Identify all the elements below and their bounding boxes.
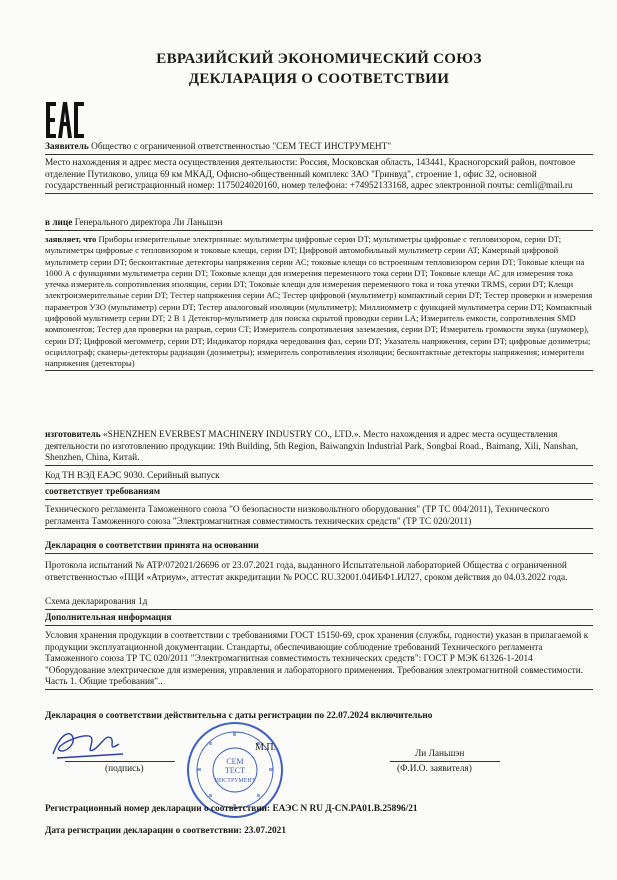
declares-value: Приборы измерительные электронные: мультиметры цифровые серии DT; мультиметры цифровые с тепловизором, серии DT; мультиметры цифровые с тепловизором и токовые клещи, серии DT; Цифровой автомобильный мультиметр серии AT; Камерный цифровой мультиметр серии DT; бесконтактные детекторы напряжения серии АС; токовые клещи со встроенным тепловизором серии DT; Токовые клещи на 1000 А с функциями мультиметра серии DT; Токовые клещи для измерения переменного тока серии DT; Токовые клещи АС для измерения тока утечка измеритель сопротивления изоляции, серии DT; Токовые клещи для измерения переменного тока и тока утечки TRMS, серии DT; Клещи электроизмерительные серии DT; Тестер напряжения серии АС; Тестер цифровой (мультиметр) компактный серии DT; Тестер проверки и измерения параметров УЗО (мультиметр) серии DT; Тестер аналоговый изоляции (мультиметр); Миллиомметр с функцией мультиметра серии DT; Компактный цифровой мультиметр серии DT; 2 В 1 Детектор-мультиметр для поиска скрытой проводки серии LA; Измеритель емкости, сопротивления SMD компонентов; Тестер для проверки на разрыв, серии CT; Измеритель сопротивления заземления, серии DT; Измеритель громкости звука (шумомер), серии DT; Цифровой мегомметр, серии DT; Индикатор порядка чередования фаз, серии DT; Указатель напряжения, серии DT; цифровые дозиметры; осциллограф; сканеры-детекторы радиации (дозиметры); измеритель сопротивления изоляции; бесконтактные детекторы напряжения; измерители напряжения (детекторы)	[45, 234, 593, 369]
registration-date: Дата регистрации декларации о соответствии: 23.07.2021	[45, 826, 286, 836]
applicant-label: Заявитель	[45, 142, 89, 152]
representative-row	[45, 218, 593, 231]
basis-value: Протокола испытаний № ATP/072021/26696 от 23.07.2021 года, выданного Испытательной лабораторией Общества с ограниченной ответственностью «ПЦИ «Атриум», аттестат аккредитации № РОСС RU.32001.04ИБФ1.ИЛ27, сроком действия до 04.03.2022 года.	[45, 561, 568, 583]
representative-value: Генерального директора Ли Ланьшэн	[74, 218, 223, 228]
representative-label: в лице	[45, 218, 73, 228]
handwritten-signature	[49, 724, 129, 764]
seal-line3: ИНСТРУМЕНТ	[214, 778, 256, 784]
address-block: Место нахождения и адрес места осуществления деятельности: Россия, Московская область, 143441, Красногорский район, почтовое отделение Путилково, улица 69 км МКАД, Офисно-общественный комплекс ЗАО "Гринвуд", строение 1, офис 32, основной государственный регистрационный номер: 1175024020160, номер телефона: +74952133168, адрес электронной почты: cemli@mail.ru	[45, 158, 593, 194]
conforms-value: Технического регламента Таможенного союза "О безопасности низковольтного оборудования" (ТР ТС 004/2011), Технического регламента Таможенного союза "Электромагнитная совместимость технических средств" (ТР ТС 020/2011)	[45, 505, 593, 529]
scheme-row: Схема декларирования 1д	[45, 597, 593, 610]
signature-line	[65, 761, 175, 762]
manufacturer-block	[45, 430, 593, 466]
seal-line2: ТЕСТ	[225, 766, 245, 775]
eac-logo	[45, 100, 85, 140]
code-row: Код ТН ВЭД ЕАЭС 9030. Серийный выпуск	[45, 471, 593, 484]
name-line	[390, 761, 500, 762]
applicant-name: Ли Ланьшэн	[415, 749, 465, 759]
document-title: ДЕКЛАРАЦИЯ О СООТВЕТСТВИИ	[188, 71, 450, 87]
union-title: ЕВРАЗИЙСКИЙ ЭКОНОМИЧЕСКИЙ СОЮЗ	[156, 51, 482, 67]
seal-line1: СЕМ	[226, 757, 244, 766]
signature-caption: (подпись)	[105, 764, 144, 774]
declares-block	[45, 234, 593, 371]
seal-mark-mp: М.П.	[255, 742, 277, 753]
validity-row: Декларация о соответствии действительна с даты регистрации по 22.07.2024 включительно	[45, 711, 433, 721]
additional-value: Условия хранения продукции в соответствии с требованиями ГОСТ 15150-69, срок хранения (службы, годности) указан в прилагаемой к продукции эксплуатационной документации. Стандарты, обеспечивающие соблюдение требований Технического регламента Таможенного союза ТР ТС 020/2011 "Электромагнитная совместимость технических средств": ГОСТ Р МЭК 61326-1-2014 "Оборудование электрическое для измерения, управления и лабораторного применения. Требования электромагнитной совместимости. Часть 1. Общие требования"..	[45, 631, 593, 690]
conforms-label: соответствует требованиям	[45, 487, 593, 500]
manufacturer-label: изготовитель	[45, 430, 101, 440]
declares-label: заявляет, что	[45, 234, 97, 244]
applicant-value: Общество с ограниченной ответственностью "СЕМ ТЕСТ ИНСТРУМЕНТ"	[91, 142, 392, 152]
name-caption: (Ф.И.О. заявителя)	[397, 764, 472, 774]
applicant-row	[45, 142, 593, 155]
registration-number: Регистрационный номер декларации о соответствии: ЕАЭС N RU Д-CN.PA01.B.25896/21	[45, 804, 418, 814]
additional-label: Дополнительная информация	[45, 613, 593, 626]
basis-label: Декларация о соответствии принята на основании	[45, 541, 593, 554]
manufacturer-value: «SHENZHEN EVERBEST MACHINERY INDUSTRY CO., LTD.». Место нахождения и адрес места осуществления деятельности по изготовлению продукции: 19th Building, 5th Region, Baiwangxin Industrial Park, Songbai Road., Baimang, Xili, Nanshan, Shenzhen, China, Китай.	[45, 430, 579, 464]
